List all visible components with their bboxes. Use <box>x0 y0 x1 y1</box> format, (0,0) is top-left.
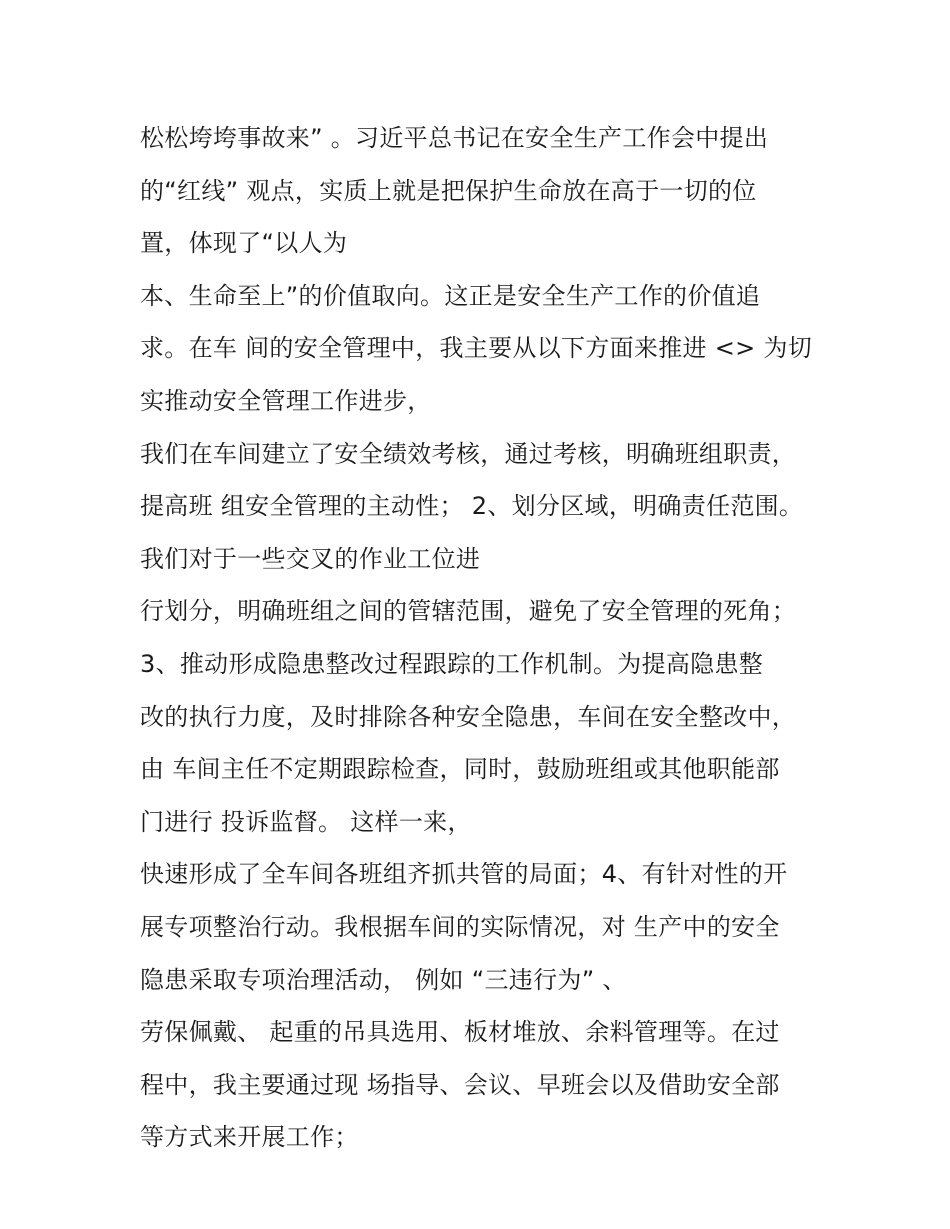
text-line: 程中，我主要通过现 场指导、会议、早班会以及借助安全部 <box>140 1070 780 1099</box>
text-line: 实推动安全管理工作进步， <box>140 386 432 415</box>
text-line: 门进行 投诉监督。 这样一来， <box>140 807 472 836</box>
text-line: 我们在车间建立了安全绩效考核，通过考核，明确班组职责， <box>140 439 797 468</box>
text-line: 松松垮垮事故来” 。习近平总书记在安全生产工作会中提出 <box>140 124 769 152</box>
text-line: 改的执行力度，及时排除各种安全隐患，车间在安全整改中， <box>140 702 797 731</box>
text-line: 劳保佩戴、 起重的吊具选用、板材堆放、余料管理等。在过 <box>140 1018 780 1047</box>
text-line: 置，体现了“以人为 <box>140 229 348 258</box>
text-line: 隐患采取专项治理活动， 例如 “三违行为” 、 <box>140 965 627 994</box>
text-line: 的“红线” 观点，实质上就是把保护生命放在高于一切的位 <box>140 176 757 205</box>
text-line: 行划分，明确班组之间的管辖范围，避免了安全管理的死角； <box>140 597 797 626</box>
text-line: 本、生命至上”的价值取向。这正是安全生产工作的价值追 <box>140 281 761 310</box>
text-line: 展专项整治行动。我根据车间的实际情况，对 生产中的安全 <box>140 912 780 941</box>
text-line: 求。在车 间的安全管理中，我主要从以下方面来推进 <> 为切 <box>140 334 813 363</box>
text-line: 快速形成了全车间各班组齐抓共管的局面；4、有针对性的开 <box>140 860 788 889</box>
body-text <box>140 112 830 1164</box>
text-line: 3、推动形成隐患整改过程跟踪的工作机制。为提高隐患整 <box>140 649 764 678</box>
text-line: 我们对于一些交叉的作业工位进 <box>140 544 481 573</box>
text-line: 等方式来开展工作； <box>140 1123 359 1152</box>
text-line: 由 车间主任不定期跟踪检查，同时，鼓励班组或其他职能部 <box>140 755 780 784</box>
text-line: 提高班 组安全管理的主动性； 2、划分区域，明确责任范围。 <box>140 492 804 521</box>
